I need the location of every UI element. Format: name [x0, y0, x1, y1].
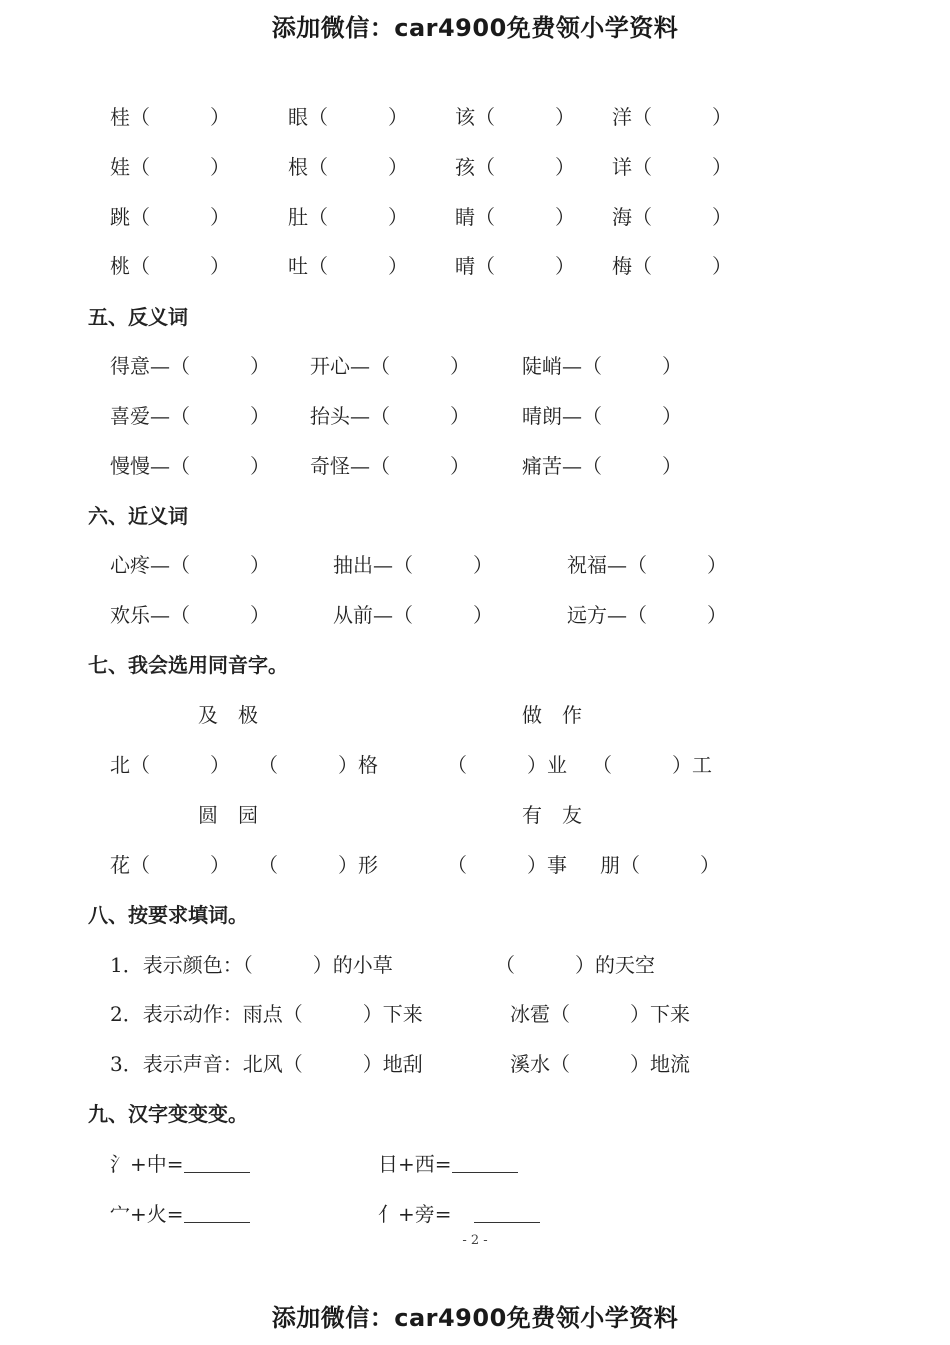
- synonym-item: 远方—（ ）: [567, 603, 727, 627]
- fill-item: 冰雹（ ）下来: [510, 1002, 690, 1026]
- char-item: 肚（ ）: [288, 205, 408, 229]
- antonym-item: 奇怪—（ ）: [310, 454, 470, 478]
- char-item: 娃（ ）: [110, 155, 230, 179]
- homophone-row: [0, 850, 950, 880]
- char-row: [0, 102, 950, 132]
- char-build-row: [0, 1199, 950, 1229]
- homophone-options: 及 极: [198, 703, 258, 727]
- char-item: 详（ ）: [612, 155, 732, 179]
- synonym-item: 心疼—（ ）: [110, 553, 270, 577]
- synonym-item: 从前—（ ）: [333, 603, 493, 627]
- fill-item: 2．表示动作：雨点（ ）下来: [110, 1002, 423, 1026]
- char-item: 洋（ ）: [612, 105, 732, 129]
- char-build-item: [110, 1149, 250, 1179]
- char-build-expression: 氵+中=: [110, 1152, 184, 1176]
- char-item: 梅（ ）: [612, 254, 732, 278]
- section-title-fill-words: 八、按要求填词。: [88, 903, 248, 927]
- char-row: [0, 202, 950, 232]
- antonym-item: 得意—（ ）: [110, 354, 270, 378]
- homophone-item: （ ）格: [258, 753, 378, 777]
- char-row: [0, 251, 950, 281]
- char-item: 桃（ ）: [110, 254, 230, 278]
- homophone-row: [0, 750, 950, 780]
- antonym-item: 晴朗—（ ）: [522, 404, 682, 428]
- char-build-item: [378, 1199, 540, 1229]
- char-build-item: [378, 1149, 518, 1179]
- char-build-row: [0, 1149, 950, 1179]
- antonym-row: [0, 401, 950, 431]
- fill-row: [0, 1049, 950, 1079]
- homophone-item: （ ）业: [447, 753, 567, 777]
- char-item: 海（ ）: [612, 205, 732, 229]
- fill-row: [0, 999, 950, 1029]
- char-item: 晴（ ）: [455, 254, 575, 278]
- homophone-item: （ ）工: [592, 753, 712, 777]
- antonym-item: 喜爱—（ ）: [110, 404, 270, 428]
- homophone-options: 做 作: [522, 703, 582, 727]
- char-item: 桂（ ）: [110, 105, 230, 129]
- antonym-item: 慢慢—（ ）: [110, 454, 270, 478]
- answer-blank[interactable]: [452, 1154, 518, 1173]
- fill-item: （ ）的天空: [495, 953, 655, 977]
- header-banner: 添加微信：car4900免费领小学资料: [271, 14, 679, 42]
- synonym-item: 祝福—（ ）: [567, 553, 727, 577]
- section-title-char-build: 九、汉字变变变。: [88, 1102, 248, 1126]
- char-build-expression: 亻+旁=: [378, 1202, 452, 1226]
- synonym-item: 抽出—（ ）: [333, 553, 493, 577]
- homophone-item: （ ）形: [258, 853, 378, 877]
- page-number: - 2 -: [462, 1233, 488, 1248]
- char-build-expression: 宀+火=: [110, 1202, 184, 1226]
- fill-item: 1．表示颜色：（ ）的小草: [110, 953, 393, 977]
- homophone-item: （ ）事: [447, 853, 567, 877]
- homophone-item: 朋（ ）: [600, 853, 720, 877]
- char-build-expression: 日+西=: [378, 1152, 452, 1176]
- answer-blank[interactable]: [474, 1204, 540, 1223]
- footer-banner: 添加微信：car4900免费领小学资料: [271, 1304, 679, 1332]
- section-title-homophones: 七、我会选用同音字。: [88, 653, 288, 677]
- char-build-item: [110, 1199, 250, 1229]
- antonym-item: 痛苦—（ ）: [522, 454, 682, 478]
- section-title-antonyms: 五、反义词: [88, 305, 188, 329]
- homophone-item: 花（ ）: [110, 853, 230, 877]
- antonym-item: 陡峭—（ ）: [522, 354, 682, 378]
- fill-row: [0, 950, 950, 980]
- antonym-item: 开心—（ ）: [310, 354, 470, 378]
- char-item: 孩（ ）: [455, 155, 575, 179]
- answer-blank[interactable]: [184, 1154, 250, 1173]
- section-title-synonyms: 六、近义词: [88, 504, 188, 528]
- antonym-row: [0, 351, 950, 381]
- char-item: 该（ ）: [455, 105, 575, 129]
- homophone-item: 北（ ）: [110, 753, 230, 777]
- char-item: 睛（ ）: [455, 205, 575, 229]
- synonym-row: [0, 600, 950, 630]
- char-item: 吐（ ）: [288, 254, 408, 278]
- homophone-options: 圆 园: [198, 803, 258, 827]
- answer-blank[interactable]: [184, 1204, 250, 1223]
- synonym-row: [0, 550, 950, 580]
- synonym-item: 欢乐—（ ）: [110, 603, 270, 627]
- char-item: 眼（ ）: [288, 105, 408, 129]
- fill-item: 溪水（ ）地流: [510, 1052, 690, 1076]
- antonym-item: 抬头—（ ）: [310, 404, 470, 428]
- fill-item: 3．表示声音：北风（ ）地刮: [110, 1052, 423, 1076]
- char-item: 跳（ ）: [110, 205, 230, 229]
- char-row: [0, 152, 950, 182]
- antonym-row: [0, 451, 950, 481]
- char-item: 根（ ）: [288, 155, 408, 179]
- homophone-options: 有 友: [522, 803, 582, 827]
